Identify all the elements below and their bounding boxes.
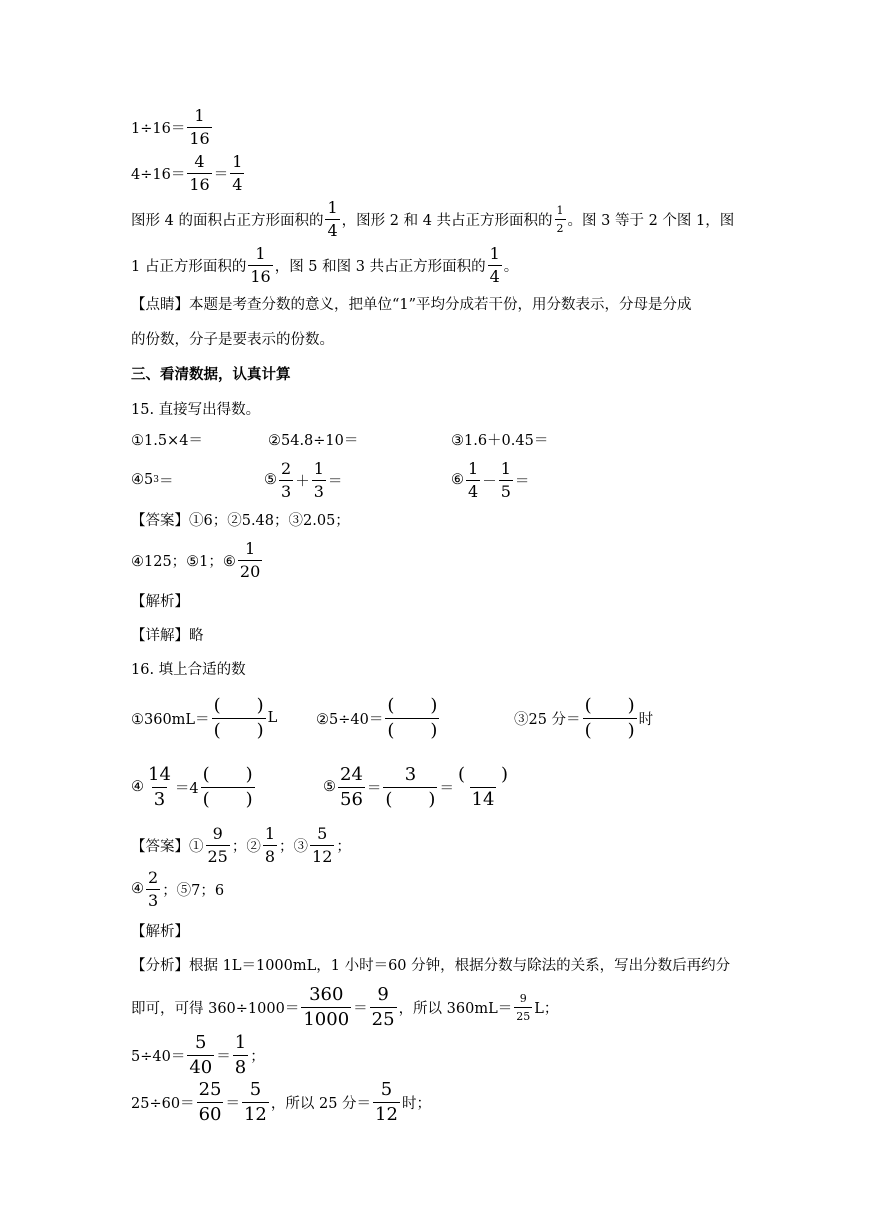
numerator: 5 [317,823,328,843]
fraction [325,197,339,240]
numerator: 5 [195,1031,207,1053]
fraction [197,1078,224,1125]
blank-denominator[interactable]: ( ) [385,788,436,810]
numerator: 1 [232,151,243,171]
blank-fraction[interactable] [456,763,510,810]
blank-fraction[interactable] [212,694,266,741]
text: ④ [131,779,144,795]
text: 16. 填上合适的数 [131,661,246,678]
numerator: 1 [255,243,266,263]
text: 1 占正方形面积的 [131,258,247,275]
text: ⑥ [451,472,464,488]
fraction [187,1031,214,1078]
text: ④125；⑤1；⑥ [131,553,236,570]
numerator: 1 [244,538,256,558]
text: 图形 4 的面积占正方形面积的 [131,212,324,229]
denominator: 25 [207,846,228,866]
exponent: 3 [153,475,159,485]
blank-numerator[interactable]: ( ) [387,694,438,716]
denominator: 4 [489,266,500,286]
numerator: 9 [519,991,527,1005]
denominator: 5 [500,481,511,501]
denominator: 60 [198,1103,222,1125]
text: 【解析】 [131,593,189,610]
question-16 [131,643,246,693]
numerator: 2 [281,458,292,478]
fraction [370,983,397,1030]
text: ； [250,1048,265,1065]
numerator: 24 [340,763,363,785]
text: ，图 5 和图 3 共占正方形面积的 [274,258,486,275]
blank-numerator[interactable]: ( ) [202,763,253,785]
fraction [230,151,244,194]
operator: ＝ [225,1095,240,1112]
numerator: 4 [194,151,205,171]
text: ⑤ [264,472,277,488]
numerator: 1 [194,105,205,125]
numerator: 360 [309,983,344,1005]
calc-line-2 [131,1030,265,1080]
text: 即可，可得 360÷1000＝ [131,1000,300,1017]
denominator: 12 [243,1103,267,1125]
numerator: 1 [234,1031,247,1053]
q16-item-3 [514,693,653,743]
fenxi-line-2 [131,982,558,1032]
text: ②5÷40＝ [316,711,384,728]
text: ＝ [158,473,174,490]
text: ①1.5×4＝ [131,432,203,449]
operator: ＝ [439,780,454,797]
text: ②54.8÷10＝ [268,432,359,449]
q16-item-1 [131,693,277,743]
blank-fraction[interactable] [201,763,255,810]
q16-item-5 [323,762,512,812]
blank-denominator[interactable]: ( ) [202,788,253,810]
numerator: 1 [327,197,338,217]
blank-denominator[interactable]: ( ) [584,719,635,741]
operator: － [482,473,497,490]
text: 。图 3 等于 2 个图 1，图 [567,212,735,229]
denominator: 3 [281,481,292,501]
denominator: 40 [189,1056,213,1078]
text: 三、看清数据，认真计算 [131,365,291,383]
denominator: 12 [375,1103,398,1125]
fraction [514,993,532,1022]
text: 时； [401,1095,431,1112]
numerator: 5 [249,1078,262,1100]
denominator: 8 [264,846,276,866]
denominator: 3 [148,890,159,910]
denominator: 16 [189,128,210,148]
answer-16-line-1 [131,820,351,870]
text: 【答案】①6；②5.48；③2.05； [131,512,350,529]
text: ；③ [279,838,309,855]
text: ；② [231,838,261,855]
blank-fraction[interactable] [383,763,437,810]
denominator: 8 [234,1056,247,1078]
expr-text: ＝ [213,166,229,183]
text: ③1.6＋0.45＝ [451,432,549,449]
operator: ＋ [295,473,310,490]
denominator: 1000 [303,1008,350,1030]
denominator: 20 [239,561,261,581]
text: ，所以 25 分＝ [270,1095,372,1112]
text: ④ [131,881,144,897]
expr-text: 4÷16＝ [131,166,186,183]
text: 【分析】根据 1L＝1000mL，1 小时＝60 分钟，根据分数与除法的关系，写出分数后再约分 [131,957,731,974]
blank-denominator[interactable]: ( ) [387,719,438,741]
line-2 [131,148,246,198]
q15-item-6 [451,455,529,505]
operator: ＝ [514,473,530,490]
blank-numerator[interactable]: ( ) [584,694,635,716]
text: 【点睛】本题是考查分数的意义，把单位“1”平均分成若干份，用分数表示，分母是分成 [131,296,692,313]
q16-item-4 [131,762,257,812]
numerator: 1 [313,458,324,478]
blank-denominator[interactable]: ( ) [213,719,264,741]
denominator: 16 [250,266,271,286]
text: ①360mL＝ [131,711,210,728]
numerator: 5 [380,1078,393,1100]
numerator: 14 [148,763,171,785]
operator: ＝ [327,473,343,490]
numerator: 1 [489,243,500,263]
operator: ＝ [366,780,382,797]
numerator: 9 [212,823,223,843]
text: 的份数，分子是要表示的份数。 [131,331,334,348]
fraction [466,458,480,501]
fraction [146,867,160,910]
numerator: 1 [468,458,479,478]
calc-line-3 [131,1077,431,1127]
fraction [499,458,513,501]
fraction [187,151,211,194]
denominator: 4 [327,220,338,240]
text: ③25 分＝ [514,711,581,728]
text: ，图形 2 和 4 共占正方形面积的 [341,212,553,229]
denominator: 25 [514,1007,532,1022]
text: 【详解】略 [131,627,204,644]
fraction [206,823,230,866]
numerator: 2 [148,867,159,887]
text: 15. 直接写出得数。 [131,401,261,418]
fraction [238,538,262,581]
fraction [310,823,334,866]
numerator: 1 [556,203,564,217]
denominator: 25 [371,1008,395,1030]
denominator: 3 [313,481,324,501]
denominator: 14 [471,788,495,810]
text: 25÷60＝ [131,1095,195,1112]
expr-text: 1÷16＝ [131,120,186,137]
numerator: 25 [198,1078,222,1100]
fraction [187,105,211,148]
text: ，所以 360mL＝ [398,1000,513,1017]
numerator: 1 [264,823,276,843]
numerator: 1 [500,458,511,478]
denominator: 2 [555,219,566,234]
text: ； [336,838,351,855]
blank-numerator[interactable]: ( ) [213,694,264,716]
text: 5÷40＝ [131,1048,186,1065]
fraction [242,1078,269,1125]
text: L [267,710,278,726]
text: 【答案】① [131,838,204,855]
fraction [263,823,277,866]
blank-fraction[interactable] [583,694,637,741]
text: 。 [503,258,519,275]
q16-item-2 [316,693,441,743]
fraction [373,1078,400,1125]
denominator: 4 [232,174,243,194]
text: ；⑤7；6 [162,882,225,899]
denominator: 56 [340,788,363,810]
denominator: 12 [312,846,333,866]
blank-numerator[interactable]: ( ) [457,763,508,785]
operator: ＝ [353,1000,368,1017]
text: 【解析】 [131,923,189,940]
denominator: 16 [189,174,210,194]
numerator: 3 [404,763,417,785]
text: 时 [638,711,654,728]
fraction [301,983,351,1030]
fraction [338,763,365,810]
blank-fraction[interactable] [385,694,439,741]
line-1 [131,102,214,152]
fraction [555,205,566,234]
text: L； [534,1000,559,1017]
text: ⑤ [323,779,336,795]
line-3 [131,194,734,244]
text: ＝4 [174,780,199,797]
fraction [233,1031,248,1078]
text: ④5 [131,472,154,488]
denominator: 4 [468,481,479,501]
operator: ＝ [216,1048,231,1065]
fraction [146,763,173,810]
numerator: 9 [377,983,389,1005]
denominator: 3 [153,788,166,810]
